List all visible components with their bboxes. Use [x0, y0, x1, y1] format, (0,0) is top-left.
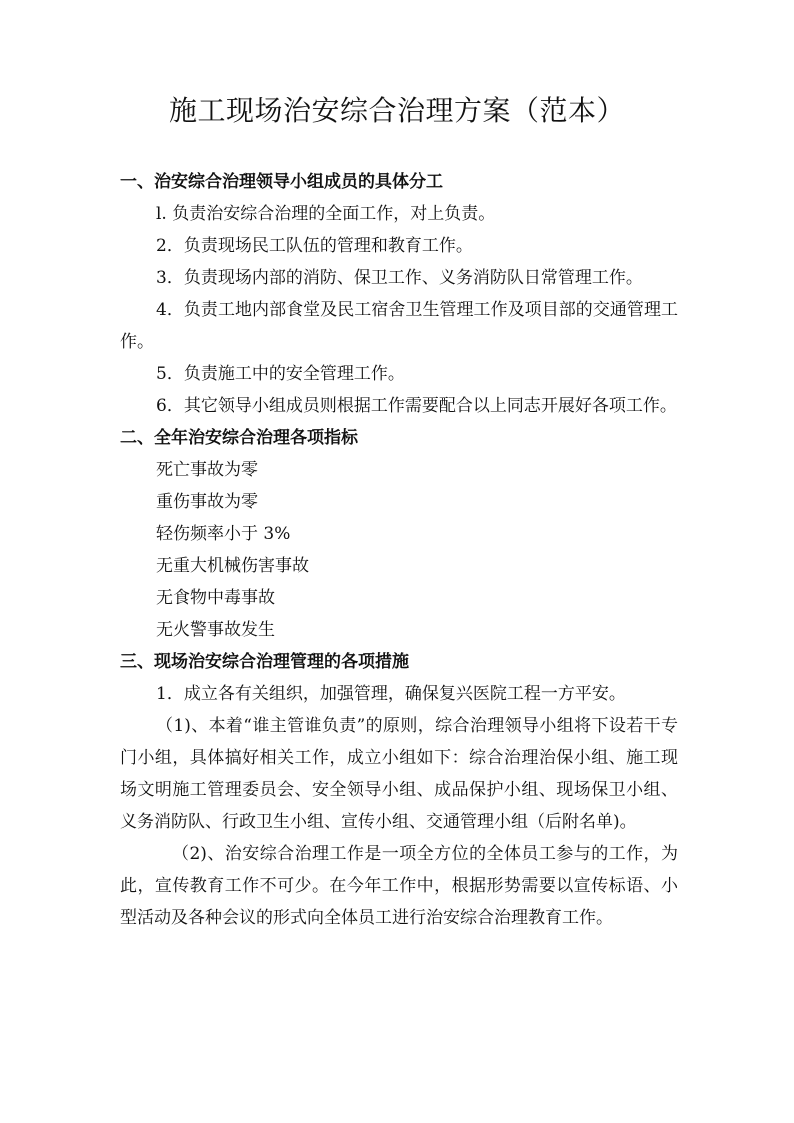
paragraph: 3．负责现场内部的消防、保卫工作、义务消防队日常管理工作。: [156, 268, 643, 288]
paragraph: 4．负责工地内部食堂及民工宿舍卫生管理工作及项目部的交通管理工作。: [120, 300, 678, 352]
document-title: 施工现场治安综合治理方案（范本）: [168, 94, 625, 127]
paragraph: 5．负责施工中的安全管理工作。: [156, 364, 405, 384]
section-heading: 一、治安综合治理领导小组成员的具体分工: [120, 172, 443, 192]
paragraph: 1．成立各有关组织，加强管理，确保复兴医院工程一方平安。: [156, 684, 626, 704]
indicator-item: 无火警事故发生: [156, 620, 275, 640]
indicator-item: 死亡事故为零: [156, 460, 258, 480]
section-heading: 三、现场治安综合治理管理的各项措施: [120, 652, 409, 672]
paragraph: l. 负责治安综合治理的全面工作，对上负责。: [156, 204, 496, 224]
indicator-item: 无重大机械伤害事故: [156, 556, 309, 576]
paragraph: 2．负责现场民工队伍的管理和教育工作。: [156, 236, 473, 256]
indicator-item: 轻伤频率小于 3%: [156, 524, 291, 544]
section-heading: 二、全年治安综合治理各项指标: [120, 428, 358, 448]
document-body: [120, 166, 678, 934]
indicator-item: 重伤事故为零: [156, 492, 258, 512]
indicator-item: 无食物中毒事故: [156, 588, 275, 608]
paragraph: （2)、治安综合治理工作是一项全方位的全体员工参与的工作，为此，宣传教育工作不可少。在今年工作中，根据形势需要以宣传标语、小型活动及各种会议的形式向全体员工进行治安综合治理教育工作。: [120, 844, 678, 928]
paragraph: 6．其它领导小组成员则根据工作需要配合以上同志开展好各项工作。: [156, 396, 677, 416]
paragraph: （1)、本着“谁主管谁负责”的原则，综合治理领导小组将下设若干专门小组，具体搞好相关工作，成立小组如下：综合治理治保小组、施工现场文明施工管理委员会、安全领导小组、成品保护小组、现场保卫小组、义务消防队、行政卫生小组、宣传小组、交通管理小组（后附名单)。: [120, 716, 678, 832]
